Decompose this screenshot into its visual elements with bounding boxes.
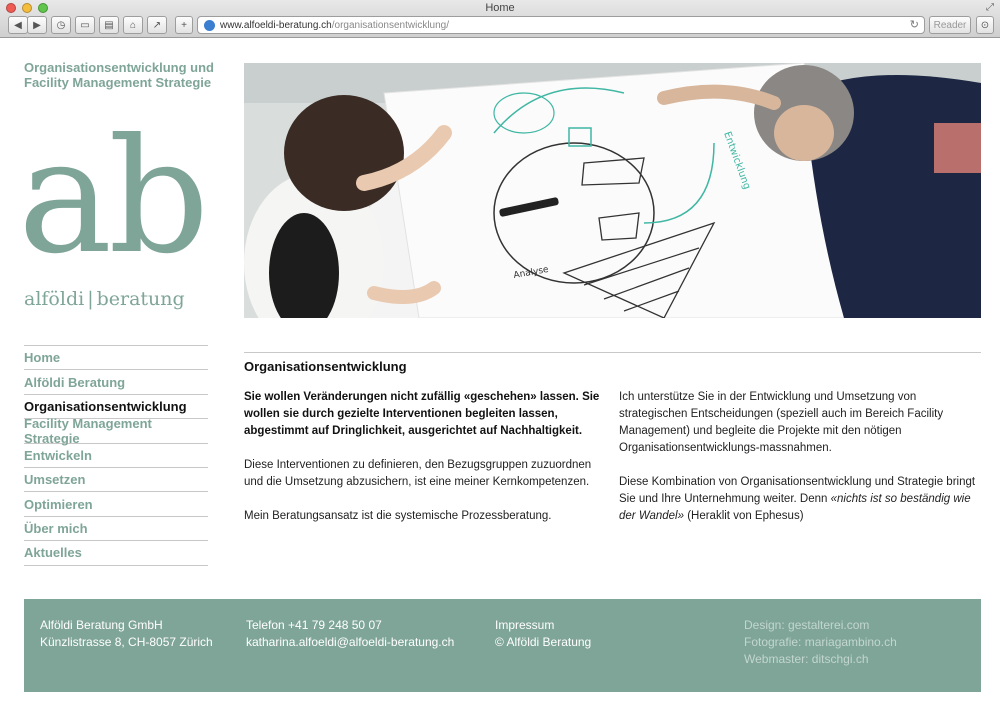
nav-item-facility-management[interactable]: Facility Management Strategie [24, 419, 208, 443]
footer-email-link[interactable]: katharina.alfoeldi@alfoeldi-beratung.ch [246, 635, 455, 649]
browser-chrome [0, 0, 1000, 38]
impressum-link[interactable]: Impressum [495, 618, 555, 632]
page-title: Organisationsentwicklung [244, 359, 407, 374]
hero-illustration [244, 63, 981, 318]
content-divider [244, 352, 981, 353]
globe-icon [204, 20, 215, 31]
forward-button[interactable] [27, 16, 47, 34]
share-button[interactable] [147, 16, 167, 34]
nav-item-aktuelles[interactable]: Aktuelles [24, 541, 208, 565]
address-bar[interactable] [197, 16, 925, 34]
window-title: Home [485, 2, 515, 14]
footer-credits [744, 617, 897, 668]
share-icon: ↗ [152, 19, 162, 31]
back-button[interactable] [8, 16, 28, 34]
footer-phone[interactable]: Telefon +41 79 248 50 07 [246, 618, 382, 632]
nav-item-optimieren[interactable]: Optimieren [24, 492, 208, 516]
hero-label-analyse: Analyse [512, 264, 550, 281]
url-host: www.alfoeldi-beratung.ch [220, 19, 332, 31]
design-credit-link[interactable]: Design: gestalterei.com [744, 618, 870, 632]
kombination-text: Diese Kombination von Organisationsentwicklung und Strategie bringt Sie und Ihre Unternehmung weiter. Denn [619, 476, 976, 505]
paragraph-unterstuetzung: Ich unterstütze Sie in der Entwicklung und Umsetzung von strategischen Entscheidungen (speziell auch im Bereich Facility Management) und begleite die Projekte mit den nötigen Organisationsentwicklungs-massnahmen. [619, 391, 944, 454]
logo-name-left: alföldi [24, 288, 85, 310]
photo-credit-link[interactable]: Fotografie: mariagambino.ch [744, 635, 897, 649]
plus-icon: + [181, 19, 187, 31]
fullscreen-icon[interactable]: ⤢ [986, 2, 994, 13]
webmaster-credit-link[interactable]: Webmaster: ditschgi.ch [744, 652, 869, 666]
content-column-left [244, 389, 609, 542]
browser-toolbar [0, 16, 1000, 36]
download-icon: ⊙ [980, 19, 990, 31]
site-footer [24, 599, 981, 692]
forward-arrow-icon: ▶ [33, 19, 41, 31]
footer-contact [246, 617, 454, 651]
footer-copyright: © Alföldi Beratung [495, 635, 592, 649]
hero-label-entwicklung: Entwicklung [721, 130, 753, 191]
nav-item-umsetzen[interactable]: Umsetzen [24, 468, 208, 492]
paragraph-beratungsansatz: Mein Beratungsansatz ist die systemische Prozessberatung. [244, 510, 552, 522]
nav-item-alfoeldi-beratung[interactable]: Alföldi Beratung [24, 370, 208, 394]
url-path: /organisationsentwicklung/ [331, 19, 450, 31]
title-bar [0, 0, 1000, 16]
logo-letters[interactable]: ab [18, 105, 206, 289]
nav-item-home[interactable]: Home [24, 346, 208, 370]
paragraph-kombination [619, 474, 984, 525]
logo-separator: | [87, 288, 94, 310]
reload-icon[interactable]: ↻ [909, 19, 919, 31]
print-button[interactable] [99, 16, 119, 34]
footer-legal [495, 617, 591, 651]
history-button[interactable] [51, 16, 71, 34]
heraklit-quote: «nichts ist so beständig wie der Wandel» [619, 493, 971, 522]
clock-icon: ◷ [56, 19, 66, 31]
logo-wordmark[interactable] [24, 288, 185, 310]
content-column-right [619, 389, 984, 542]
nav-item-organisationsentwicklung[interactable]: Organisationsentwicklung [24, 395, 208, 419]
footer-address [40, 617, 213, 651]
paragraph-kernkompetenzen: Diese Interventionen zu definieren, den Bezugsgruppen zuzuordnen und die Umsetzung abzusichern, ist eine meiner Kernkompetenzen. [244, 459, 592, 488]
bookmarks-button[interactable] [75, 16, 95, 34]
home-button[interactable] [123, 16, 143, 34]
book-icon: ▭ [80, 19, 90, 31]
hero-photo [244, 63, 981, 318]
quote-source: (Heraklit von Ephesus) [684, 510, 804, 522]
site-tagline: Organisationsentwicklung und Facility Management Strategie [24, 60, 214, 90]
nav-item-ueber-mich[interactable]: Über mich [24, 517, 208, 541]
nav-item-entwickeln[interactable]: Entwickeln [24, 444, 208, 468]
back-arrow-icon: ◀ [14, 19, 22, 31]
footer-street: Künzlistrasse 8, CH-8057 Zürich [40, 635, 213, 649]
new-tab-button[interactable] [175, 16, 193, 34]
main-navigation [24, 345, 208, 566]
logo-name-right: beratung [96, 288, 185, 310]
printer-icon: ▤ [104, 19, 114, 31]
footer-company: Alföldi Beratung GmbH [40, 618, 163, 632]
home-icon: ⌂ [129, 19, 137, 31]
reader-button[interactable]: Reader [929, 16, 971, 34]
downloads-button[interactable] [976, 16, 994, 34]
intro-paragraph: Sie wollen Veränderungen nicht zufällig «geschehen» lassen. Sie wollen sie durch gezielte Interventionen begleiten lassen, abgestimmt auf Dringlichkeit, ausgerichtet auf Nachhaltigkeit. [244, 391, 600, 437]
